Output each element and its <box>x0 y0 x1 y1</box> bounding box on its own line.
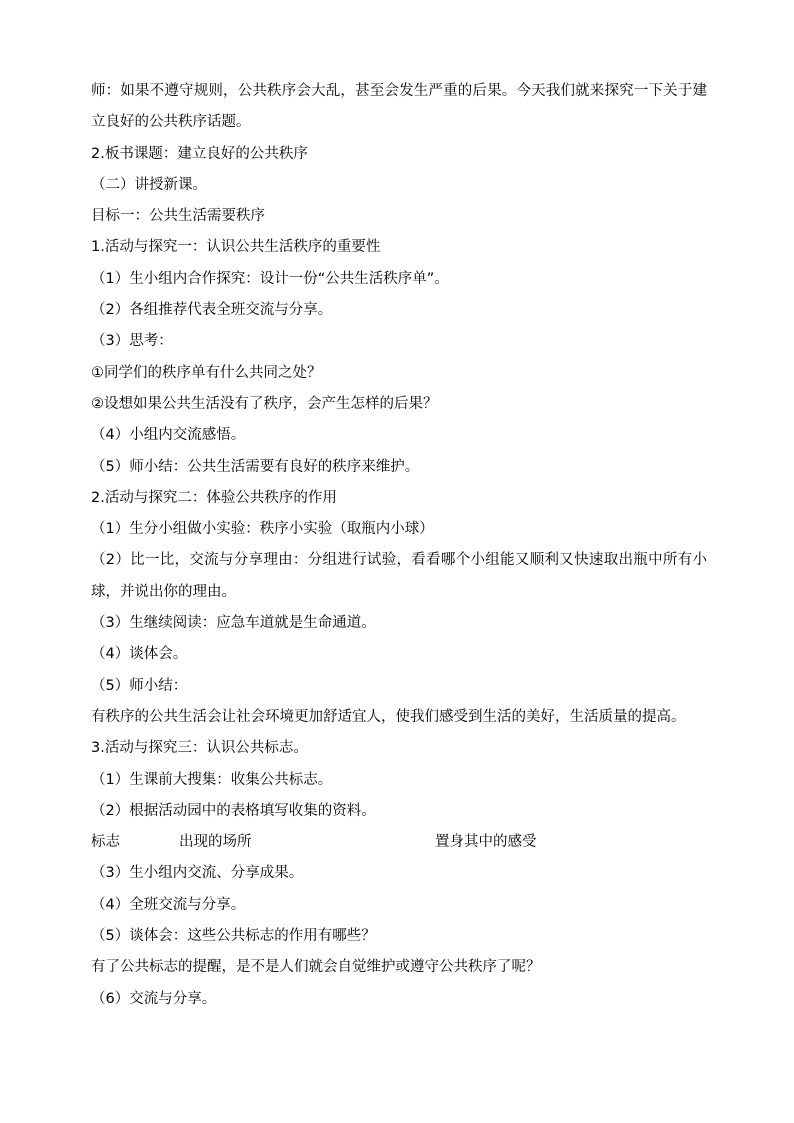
table-header-row <box>91 827 707 858</box>
activity2-step1: （1）生分小组做小实验：秩序小实验（取瓶内小球） <box>91 521 434 538</box>
activity2-step5: （5）师小结： <box>91 677 188 694</box>
activity2-summary: 有秩序的公共生活会让社会环境更加舒适宜人，使我们感受到生活的美好，生活质量的提高。 <box>91 708 686 725</box>
activity2-step2: （2）比一比，交流与分享理由：分组进行试验，看看哪个小组能又顺利又快速取出瓶中所有小球，并说出你的理由。 <box>91 552 707 600</box>
activity3-question: 有了公共标志的提醒，是不是人们就会自觉维护或遵守公共秩序了呢？ <box>91 959 541 976</box>
table-header-sign: 标志 <box>91 834 120 851</box>
activity1-title: 1.活动与探究一：认识公共生活秩序的重要性 <box>91 239 381 256</box>
activity1-step2: （2）各组推荐代表全班交流与分享。 <box>91 302 333 319</box>
board-title-line: 2.板书课题：建立良好的公共秩序 <box>91 145 308 162</box>
activity1-step1: （1）生小组内合作探究：设计一份“公共生活秩序单”。 <box>91 270 449 287</box>
document-body <box>91 76 707 1015</box>
table-header-place: 出现的场所 <box>179 834 252 851</box>
activity1-step3: （3）思考： <box>91 333 173 350</box>
activity1-question1: ①同学们的秩序单有什么共同之处？ <box>91 364 322 381</box>
goal-heading: 目标一：公共生活需要秩序 <box>91 208 265 225</box>
activity3-step4: （4）全班交流与分享。 <box>91 896 246 913</box>
activity3-step6: （6）交流与分享。 <box>91 990 217 1007</box>
activity3-title: 3.活动与探究三：认识公共标志。 <box>91 740 308 757</box>
activity3-step2: （2）根据活动园中的表格填写收集的资料。 <box>91 802 376 819</box>
activity2-step3: （3）生继续阅读：应急车道就是生命通道。 <box>91 615 376 632</box>
intro-paragraph: 师：如果不遵守规则，公共秩序会大乱，甚至会发生严重的后果。今天我们就来探究一下关于建立良好的公共秩序话题。 <box>91 83 707 131</box>
activity2-title: 2.活动与探究二：体验公共秩序的作用 <box>91 489 337 506</box>
activity1-step4: （4）小组内交流感悟。 <box>91 427 246 444</box>
activity1-step5: （5）师小结：公共生活需要有良好的秩序来维护。 <box>91 458 420 475</box>
section-heading: （二）讲授新课。 <box>91 176 207 193</box>
activity3-step5: （5）谈体会：这些公共标志的作用有哪些？ <box>91 928 376 945</box>
activity3-step3: （3）生小组内交流、分享成果。 <box>91 865 304 882</box>
activity3-step1: （1）生课前大搜集：收集公共标志。 <box>91 771 333 788</box>
activity2-step4: （4）谈体会。 <box>91 646 188 663</box>
table-header-feeling: 置身其中的感受 <box>435 834 537 851</box>
activity1-question2: ②设想如果公共生活没有了秩序，会产生怎样的后果？ <box>91 395 438 412</box>
